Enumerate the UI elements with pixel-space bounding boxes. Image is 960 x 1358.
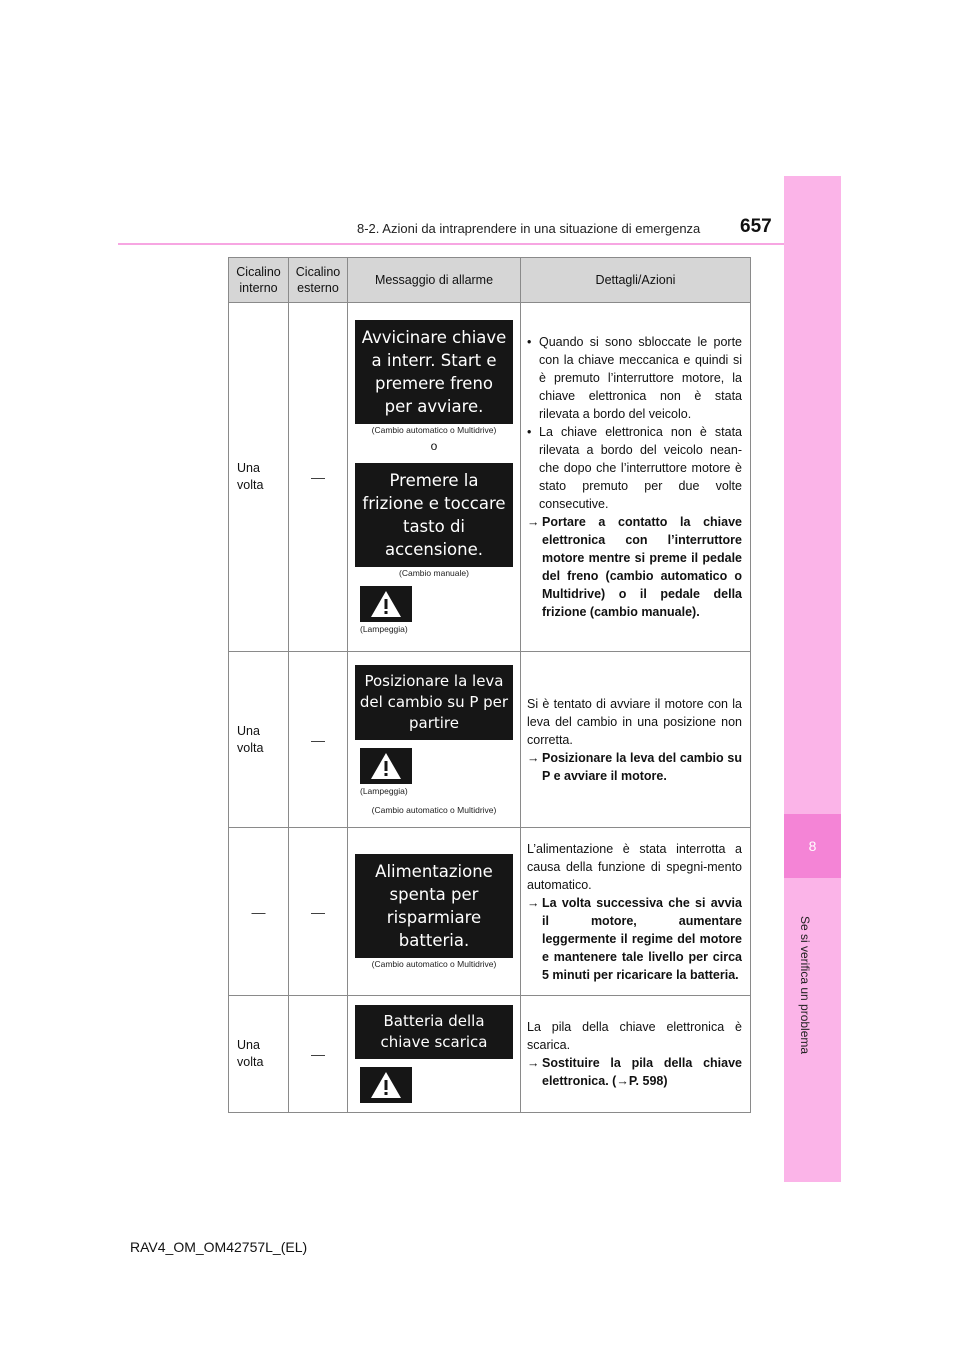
action-text: Portare a contatto la chiave elettronica con l’interruttore motore mentre si preme il pedale del freno (cambio automatico o Multidrive) o il pedale della frizione (cambio manuale). — [542, 515, 742, 619]
details-cell — [521, 652, 751, 828]
message-caption: (Cambio automatico o Multidrive) — [371, 804, 497, 815]
internal-buzzer-cell: Una volta — [229, 303, 289, 652]
table-row — [229, 652, 751, 828]
action-text: La volta successiva che si avvia il motore, aumentare leggermente il regime del motore e mantenere tale livello per circa 5 minuti per ricaricare la batteria. — [542, 895, 742, 982]
detail-text: La chiave elettronica non è stata rilevata a bordo del veicolo nean-che dopo che l’interruttore motore è stato premuto per due volte consecutive. — [539, 425, 742, 511]
table-row — [229, 303, 751, 652]
bullet-mark: • — [527, 335, 532, 349]
details-cell — [521, 996, 751, 1113]
action-item — [527, 513, 742, 621]
chapter-title: Se si verifica un problema — [798, 916, 812, 1055]
header-warning-message: Messaggio di allarme — [348, 258, 521, 303]
warning-message-cell — [348, 996, 521, 1113]
warning-message-cell — [348, 652, 521, 828]
warning-indicator — [360, 586, 514, 634]
warning-message-display: Premere la frizione e toccare tasto di accensione. — [355, 463, 513, 567]
warning-indicator — [360, 1067, 514, 1103]
external-buzzer-cell: — — [289, 996, 348, 1113]
bullet-mark: • — [527, 425, 532, 439]
message-caption: (Cambio manuale) — [399, 568, 469, 578]
external-buzzer-cell: — — [289, 303, 348, 652]
internal-buzzer-cell: Una volta — [229, 652, 289, 828]
warning-message-display: Posizionare la leva del cambio su P per partire — [355, 665, 513, 740]
table-row — [229, 996, 751, 1113]
table-row — [229, 828, 751, 996]
message-caption: (Cambio automatico o Multidrive) — [371, 959, 497, 969]
chapter-side-tab — [784, 176, 841, 1182]
document-code: RAV4_OM_OM42757L_(EL) — [130, 1239, 308, 1255]
alarm-table — [228, 257, 751, 1113]
page-number: 657 — [740, 216, 772, 237]
external-buzzer-cell: — — [289, 828, 348, 996]
warning-indicator — [360, 748, 514, 796]
header-rule — [118, 243, 784, 245]
internal-buzzer-cell: Una volta — [229, 996, 289, 1113]
warning-message-display: Avvicinare chiave a interr. Start e premere freno per avviare. — [355, 320, 513, 424]
action-text: Posizionare la leva del cambio su P e avviare il motore. — [542, 750, 742, 783]
action-item — [527, 1054, 742, 1090]
warning-triangle-icon — [360, 586, 412, 622]
header-external-buzzer: Cicalino esterno — [289, 258, 348, 303]
detail-text: La pila della chiave elettronica è scarica. — [527, 1020, 742, 1052]
warning-message-display: Batteria della chiave scarica — [355, 1005, 513, 1059]
action-text: Sostituire la pila della chiave elettronica. (→P. 598) — [542, 1056, 742, 1088]
section-title: 8-2. Azioni da intraprendere in una situazione di emergenza — [357, 221, 701, 236]
or-separator: o — [430, 439, 438, 453]
detail-text: L’alimentazione è stata interrotta a causa della funzione di spegni-mento automatico. — [527, 841, 742, 892]
arrow-icon: → — [527, 750, 540, 765]
warning-triangle-icon — [360, 1067, 412, 1103]
detail-text: Si è tentato di avviare il motore con la leva del cambio in una posizione non corretta. — [527, 696, 742, 747]
arrow-icon: → — [527, 1056, 540, 1070]
internal-buzzer-cell: — — [229, 828, 289, 996]
details-cell — [521, 303, 751, 652]
list-item — [527, 423, 742, 513]
external-buzzer-cell: — — [289, 652, 348, 828]
detail-text: Quando si sono sbloccate le porte con la chiave meccanica e quindi si è premuto l’interruttore motore, la chiave elettronica non è stata rilevata a bordo del veicolo. — [539, 335, 742, 421]
header-internal-buzzer: Cicalino interno — [229, 258, 289, 303]
action-item — [527, 749, 742, 785]
table-header-row — [229, 258, 751, 303]
chapter-number: 8 — [784, 814, 841, 878]
details-cell — [521, 828, 751, 996]
warning-message-display: Alimentazione spenta per risparmiare batteria. — [355, 854, 513, 958]
header-details-actions: Dettagli/Azioni — [521, 258, 751, 303]
blink-caption: (Lampeggia) — [360, 624, 408, 634]
list-item — [527, 333, 742, 423]
message-caption: (Cambio automatico o Multidrive) — [371, 425, 497, 435]
action-item — [527, 894, 742, 984]
arrow-icon: → — [527, 515, 540, 529]
warning-message-cell — [348, 828, 521, 996]
arrow-icon: → — [527, 895, 540, 910]
warning-message-cell — [348, 303, 521, 652]
warning-triangle-icon — [360, 748, 412, 784]
blink-caption: (Lampeggia) — [360, 785, 408, 796]
